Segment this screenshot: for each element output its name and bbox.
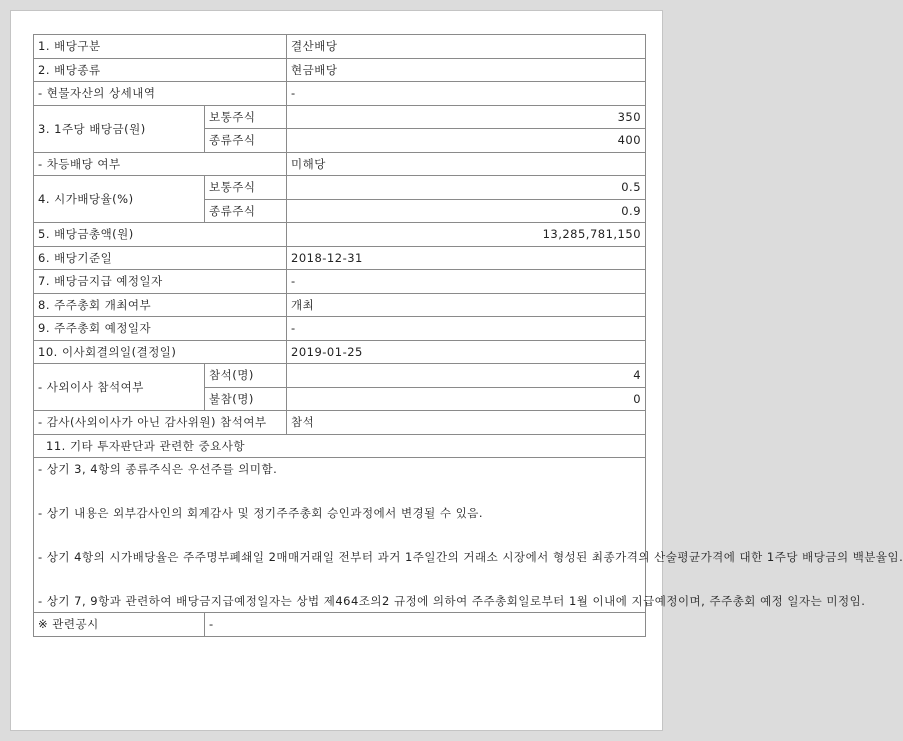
row-payment-date [34, 270, 646, 294]
label-attend: 참석(명) [205, 364, 287, 388]
row-other-matters-header [34, 434, 646, 458]
label-agm-held: 8. 주주총회 개최여부 [34, 293, 287, 317]
value-payment-date: - [287, 270, 646, 294]
label-dividend-per-share: 3. 1주당 배당금(원) [34, 105, 205, 152]
value-dividend-kind: 현금배당 [287, 58, 646, 82]
row-dps-common [34, 105, 646, 129]
label-dividend-type: 1. 배당구분 [34, 35, 287, 59]
label-agm-date: 9. 주주총회 예정일자 [34, 317, 287, 341]
row-dividend-kind [34, 58, 646, 82]
value-yield-common: 0.5 [287, 176, 646, 200]
row-dividend-type [34, 35, 646, 59]
label-in-kind-details: - 현물자산의 상세내역 [34, 82, 287, 106]
value-dps-preferred: 400 [287, 129, 646, 153]
value-related-disclosure: - [205, 613, 646, 637]
dividend-disclosure-table [33, 34, 903, 637]
label-related-disclosure: ※ 관련공시 [34, 613, 205, 637]
row-board-resolution-date [34, 340, 646, 364]
label-board-resolution-date: 10. 이사회결의일(결정일) [34, 340, 287, 364]
value-agm-date: - [287, 317, 646, 341]
row-differential-dividend [34, 152, 646, 176]
label-auditor-attendance: - 감사(사외이사가 아닌 감사위원) 참석여부 [34, 411, 287, 435]
document-frame [10, 10, 903, 731]
row-outside-directors-attend [34, 364, 646, 388]
label-absent: 불참(명) [205, 387, 287, 411]
value-record-date: 2018-12-31 [287, 246, 646, 270]
label-yield-preferred: 종류주식 [205, 199, 287, 223]
label-dps-preferred: 종류주식 [205, 129, 287, 153]
value-total-dividend: 13,285,781,150 [287, 223, 646, 247]
note-item: - 상기 7, 9항과 관련하여 배당금지급예정일자는 상법 제464조의2 규정에 의하여 주주총회일로부터 1월 이내에 지급예정이며, 주주총회 예정 일자는 미정임. [38, 594, 866, 608]
row-auditor-attendance [34, 411, 646, 435]
row-other-matters-notes [34, 458, 646, 613]
value-dps-common: 350 [287, 105, 646, 129]
row-agm-date [34, 317, 646, 341]
note-item: - 상기 3, 4항의 종류주식은 우선주를 의미함. [38, 462, 278, 476]
row-yield-common [34, 176, 646, 200]
label-record-date: 6. 배당기준일 [34, 246, 287, 270]
label-payment-date: 7. 배당금지급 예정일자 [34, 270, 287, 294]
notes-cell [34, 458, 903, 613]
value-in-kind-details: - [287, 82, 646, 106]
value-agm-held: 개최 [287, 293, 646, 317]
value-yield-preferred: 0.9 [287, 199, 646, 223]
note-item: - 상기 내용은 외부감사인의 회계감사 및 정기주주총회 승인과정에서 변경될 수 있음. [38, 506, 484, 520]
row-total-dividend [34, 223, 646, 247]
label-total-dividend: 5. 배당금총액(원) [34, 223, 287, 247]
label-dps-common: 보통주식 [205, 105, 287, 129]
label-outside-directors: - 사외이사 참석여부 [34, 364, 205, 411]
note-item: - 상기 4항의 시가배당율은 주주명부폐쇄일 2매매거래일 전부터 과거 1주일간의 거래소 시장에서 형성된 최종가격의 산술평균가격에 대한 1주당 배당금의 백분율임. [38, 550, 903, 564]
row-related-disclosure [34, 613, 646, 637]
label-dividend-yield: 4. 시가배당율(%) [34, 176, 205, 223]
label-other-matters: 11. 기타 투자판단과 관련한 중요사항 [34, 434, 646, 458]
value-differential-dividend: 미해당 [287, 152, 646, 176]
value-absent: 0 [287, 387, 646, 411]
value-attend: 4 [287, 364, 646, 388]
value-auditor-attendance: 참석 [287, 411, 646, 435]
row-in-kind-details [34, 82, 646, 106]
label-differential-dividend: - 차등배당 여부 [34, 152, 287, 176]
label-dividend-kind: 2. 배당종류 [34, 58, 287, 82]
row-agm-held [34, 293, 646, 317]
label-yield-common: 보통주식 [205, 176, 287, 200]
value-board-resolution-date: 2019-01-25 [287, 340, 646, 364]
value-dividend-type: 결산배당 [287, 35, 646, 59]
row-record-date [34, 246, 646, 270]
